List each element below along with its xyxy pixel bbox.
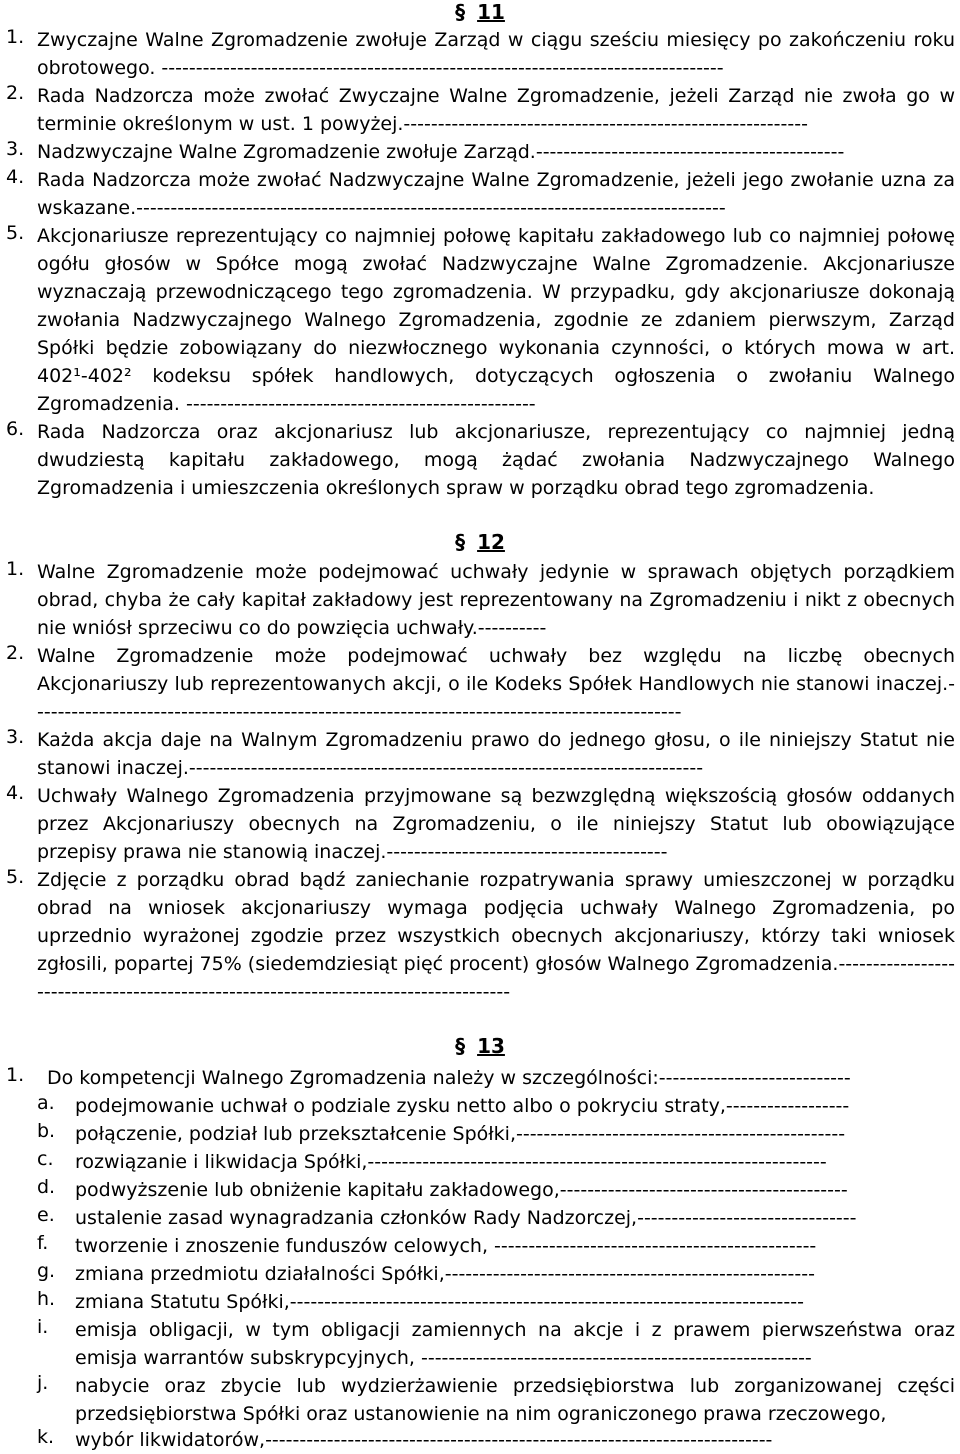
section-heading-12: § 12	[455, 530, 505, 554]
section-heading-11: § 11	[455, 0, 505, 24]
section-heading-13: § 13	[455, 1034, 505, 1058]
document-page: § 11 1. Zwyczajne Walne Zgromadzenie zwołuje Zarząd w ciągu sześciu miesięcy po zakończeniu roku obrotowego. ---------------------------------------------------------------------------------- 2. Rada Nadzorcza może zwołać Zwyczajne Walne Zgromadzenie, jeżeli Zarząd nie zwoła go w terminie określonym w ust. 1 powyżej.----------------------------------------------------------- 3. Nadzwyczajne Walne Zgromadzenie zwołuje Zarząd.--------------------------------------------- 4. Rada Nadzorcza może zwołać Nadzwyczajne Walne Zgromadzenie, jeżeli jego zwołanie uzna za wskazane.-------------------------------------------------------------------------------------- 5. Akcjonariusze reprezentujący co najmniej połowę kapitału zakładowego lub co najmniej połowę ogółu głosów w Spółce mogą zwołać Nadzwyczajne Walne Zgromadzenie. Akcjonariusze wyznaczają przewodniczącego tego zgromadzenia. W przypadku, gdy akcjonariusze dokonają zwołania Nadzwyczajnego Walnego Zgromadzenia, zgodnie ze zdaniem pierwszym, Zarząd Spółki będzie zobowiązany do niezwłocznego wykonania czynności, o których mowa w art. 402¹-402² kodeksu spółek handlowych, dotyczących ogłoszenia o zwołaniu Walnego Zgromadzenia. --------------------------------------------------- 6. Rada Nadzorcza oraz akcjonariusz lub akcjonariusze, reprezentujący co najmniej jedną dwudziestą kapitału zakładowego, mogą żądać zwołania Nadzwyczajnego Walnego Zgromadzenia i umieszczenia określonych spraw w porządku obrad tego zgromadzenia. § 12 1. Walne Zgromadzenie może podejmować uchwały jedynie w sprawach objętych porządkiem obrad, chyba że cały kapitał zakładowy jest reprezentowany na Zgromadzeniu i nikt z obecnych nie wniósł sprzeciwu co do powzięcia uchwały.---------- 2. Walne Zgromadzenie może podejmować uchwały bez względu na liczbę obecnych Akcjonariuszy lub reprezentowanych akcji, o ile Kodeks Spółek Handlowych nie stanowi inaczej.----------------------------------------------------------------------------------------------- 3. Każda akcja daje na Walnym Zgromadzeniu prawo do jednego głosu, o ile niniejszy Statut nie stanowi inaczej.--------------------------------------------------------------------------- 4. Uchwały Walnego Zgromadzenia przyjmowane są bezwzględną większością głosów oddanych przez Akcjonariuszy obecnych na Zgromadzeniu, o ile niniejszy Statut lub obowiązujące przepisy prawa nie stanowią inaczej.----------------------------------------- 5. Zdjęcie z porządku obrad bądź zaniechanie rozpatrywania sprawy umieszczonej w porządku obrad na wniosek akcjonariuszy wymaga podjęcia uchwały Walnego Zgromadzenia, po uprzednio wyrażonej zgodzie przez wszystkich obecnych akcjonariuszy, którzy taki wniosek zgłosili, popartej 75% (siedemdziesiąt pięć procent) głosów Walnego Zgromadzenia.-------------------------------------------------------------------------------------- § 13 1. Do kompetencji Walnego Zgromadzenia należy w szczególności:---------------------------- a. podejmowanie uchwał o podziale zysku netto albo o pokryciu straty,------------------ b. połączenie, podział lub przekształcenie Spółki,------------------------------------------------ c. rozwiązanie i likwidacja Spółki,------------------------------------------------------------------- d. podwyższenie lub obniżenie kapitału zakładowego,------------------------------------------ e. ustalenie zasad wynagradzania członków Rady Nadzorczej,-------------------------------- f. tworzenie i znoszenie funduszów celowych, ----------------------------------------------- g. zmiana przedmiotu działalności Spółki,------------------------------------------------------ h. zmiana Statutu Spółki,--------------------------------------------------------------------------- i. emisja obligacji, w tym obligacji zamiennych na akcje i z prawem pierwszeństwa oraz emisja warrantów subskrypcyjnych, --------------------------------------------------------- j. nabycie oraz zbycie lub wydzierżawienie przedsiębiorstwa lub zorganizowanej części przedsiębiorstwa Spółki oraz ustanowienie na nim ograniczonego prawa rzeczowego, k. wybór likwidatorów,--------------------------------------------------------------------------	[0, 0, 960, 1454]
